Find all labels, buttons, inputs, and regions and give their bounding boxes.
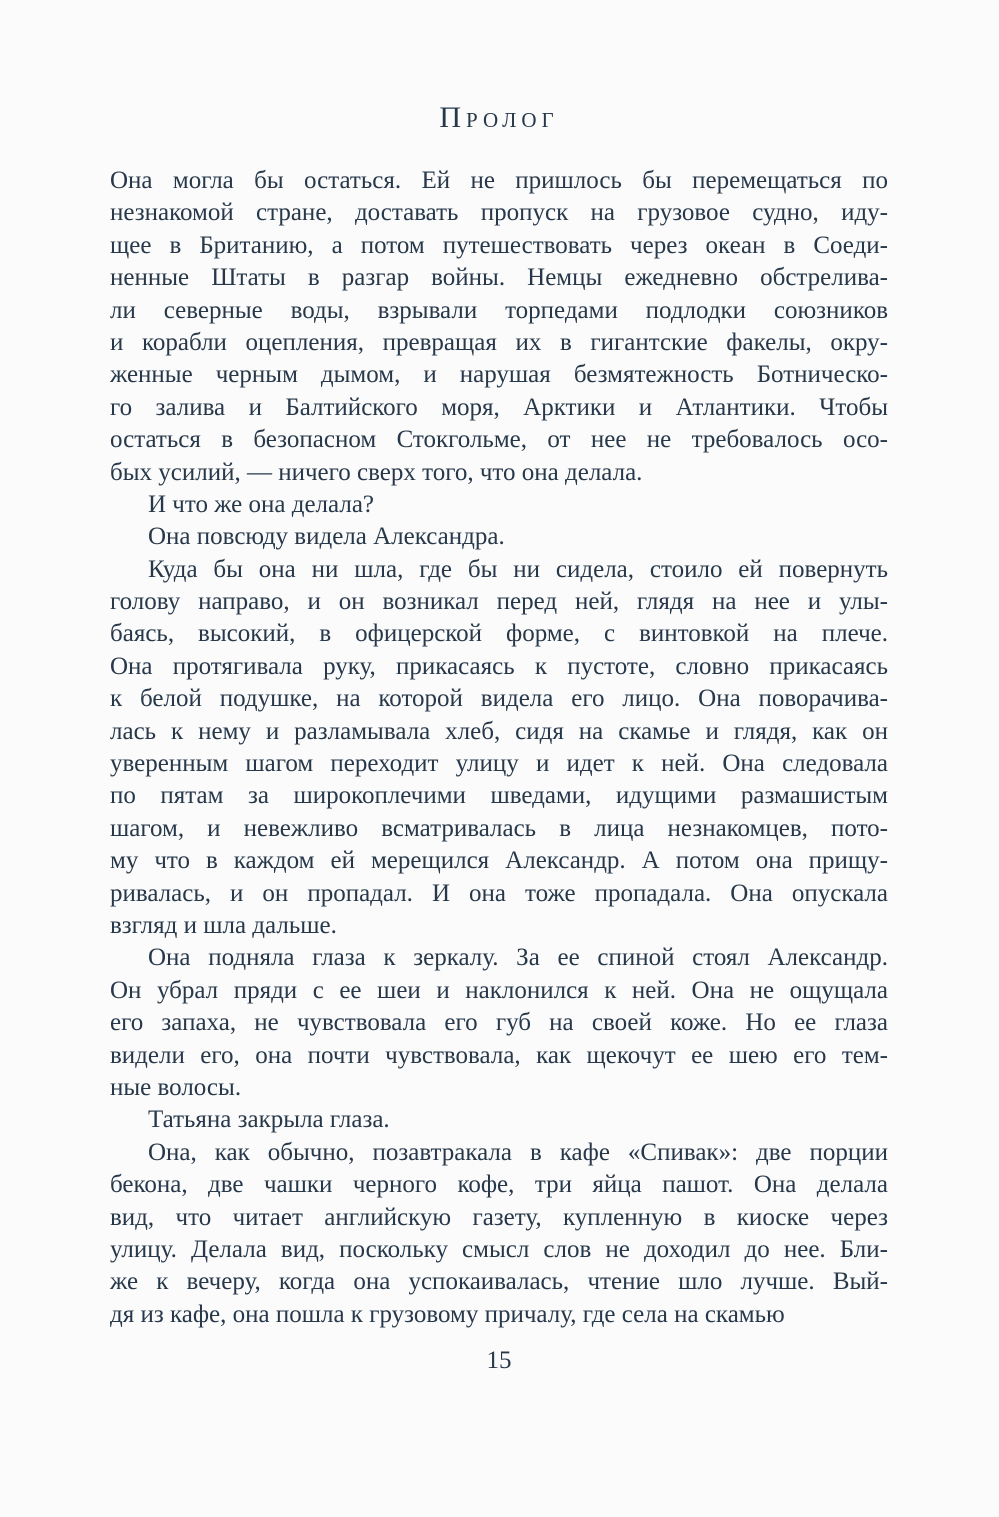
body-text [110, 165, 888, 1331]
text-line: Она протягивала руку, прикасаясь к пустоте, словно прикасаясь [110, 652, 888, 680]
text-line: взгляд и шла дальше. [110, 911, 337, 939]
paragraph [110, 521, 888, 553]
text-line: Куда бы она ни шла, где бы ни сидела, стоило ей повернуть [148, 555, 888, 583]
text-line: уверенным шагом переходит улицу и идет к ней. Она следовала [110, 750, 888, 778]
text-line: лась к нему и разламывала хлеб, сидя на скамье и глядя, как он [110, 717, 888, 745]
text-line: Татьяна закрыла глаза. [148, 1106, 390, 1134]
paragraph [110, 1137, 888, 1331]
text-line: ненные Штаты в разгар войны. Немцы ежедневно обстрелива- [110, 264, 888, 292]
text-line: и корабли оцепления, превращая их в гигантские факелы, окру- [110, 328, 888, 356]
text-line: бекона, две чашки черного кофе, три яйца пашот. Она делала [110, 1171, 888, 1199]
text-line: Она подняла глаза к зеркалу. За ее спиной стоял Александр. [148, 944, 888, 972]
text-line: бых усилий, — ничего сверх того, что она делала. [110, 458, 643, 486]
text-line: шагом, и невежливо всматривалась в лица незнакомцев, пото- [110, 814, 888, 842]
paragraph [110, 1104, 888, 1136]
chapter-heading: Пролог [439, 101, 559, 134]
text-line: го залива и Балтийского моря, Арктики и Атлантики. Чтобы [110, 393, 888, 421]
text-line: женные черным дымом, и нарушая безмятежность Ботническо- [110, 361, 888, 389]
text-line: баясь, высокий, в офицерской форме, с винтовкой на плече. [110, 620, 888, 648]
paragraph [110, 489, 888, 521]
paragraph [110, 942, 888, 1104]
text-line: Он убрал пряди с ее шеи и наклонился к ней. Она не ощущала [110, 976, 888, 1004]
text-line: Она могла бы остаться. Ей не пришлось бы перемещаться по [110, 167, 888, 194]
text-line: Она, как обычно, позавтракала в кафе «Спивак»: две порции [148, 1138, 888, 1166]
text-line: видели его, она почти чувствовала, как щекочут ее шею его тем- [110, 1041, 888, 1069]
text-line: дя из кафе, она пошла к грузовому причалу, где села на скамью [110, 1300, 785, 1328]
text-line: ные волосы. [110, 1073, 242, 1101]
text-line: голову направо, и он возникал перед ней, глядя на нее и улы- [110, 588, 888, 616]
text-line: остаться в безопасном Стокгольме, от нее не требовалось осо- [110, 426, 888, 454]
text-line: ли северные воды, взрывали торпедами подлодки союзников [110, 296, 888, 324]
page-number: 15 [486, 1347, 512, 1375]
paragraph [110, 165, 888, 489]
text-line: же к вечеру, когда она успокаивалась, чтение шло лучше. Вый- [110, 1268, 888, 1296]
text-line: по пятам за широкоплечими шведами, идущими размашистым [110, 782, 888, 810]
text-line: Она повсюду видела Александра. [148, 523, 505, 551]
text-line: щее в Британию, а потом путешествовать через океан в Соеди- [110, 231, 888, 259]
paragraph [110, 554, 888, 943]
text-line: му что в каждом ей мерещился Александр. А потом она прищу- [110, 847, 888, 875]
text-line: И что же она делала? [148, 490, 375, 518]
text-line: его запаха, не чувствовала его губ на своей коже. Но ее глаза [110, 1009, 888, 1037]
text-line: к белой подушке, на которой видела его лицо. Она поворачива- [110, 685, 888, 713]
text-line: вид, что читает английскую газету, купленную в киоске через [110, 1203, 888, 1231]
text-line: улицу. Делала вид, поскольку смысл слов не доходил до нее. Бли- [110, 1235, 888, 1263]
text-line: ривалась, и он пропадал. И она тоже пропадала. Она опускала [110, 879, 888, 907]
text-line: незнакомой стране, доставать пропуск на грузовое судно, иду- [110, 199, 888, 227]
